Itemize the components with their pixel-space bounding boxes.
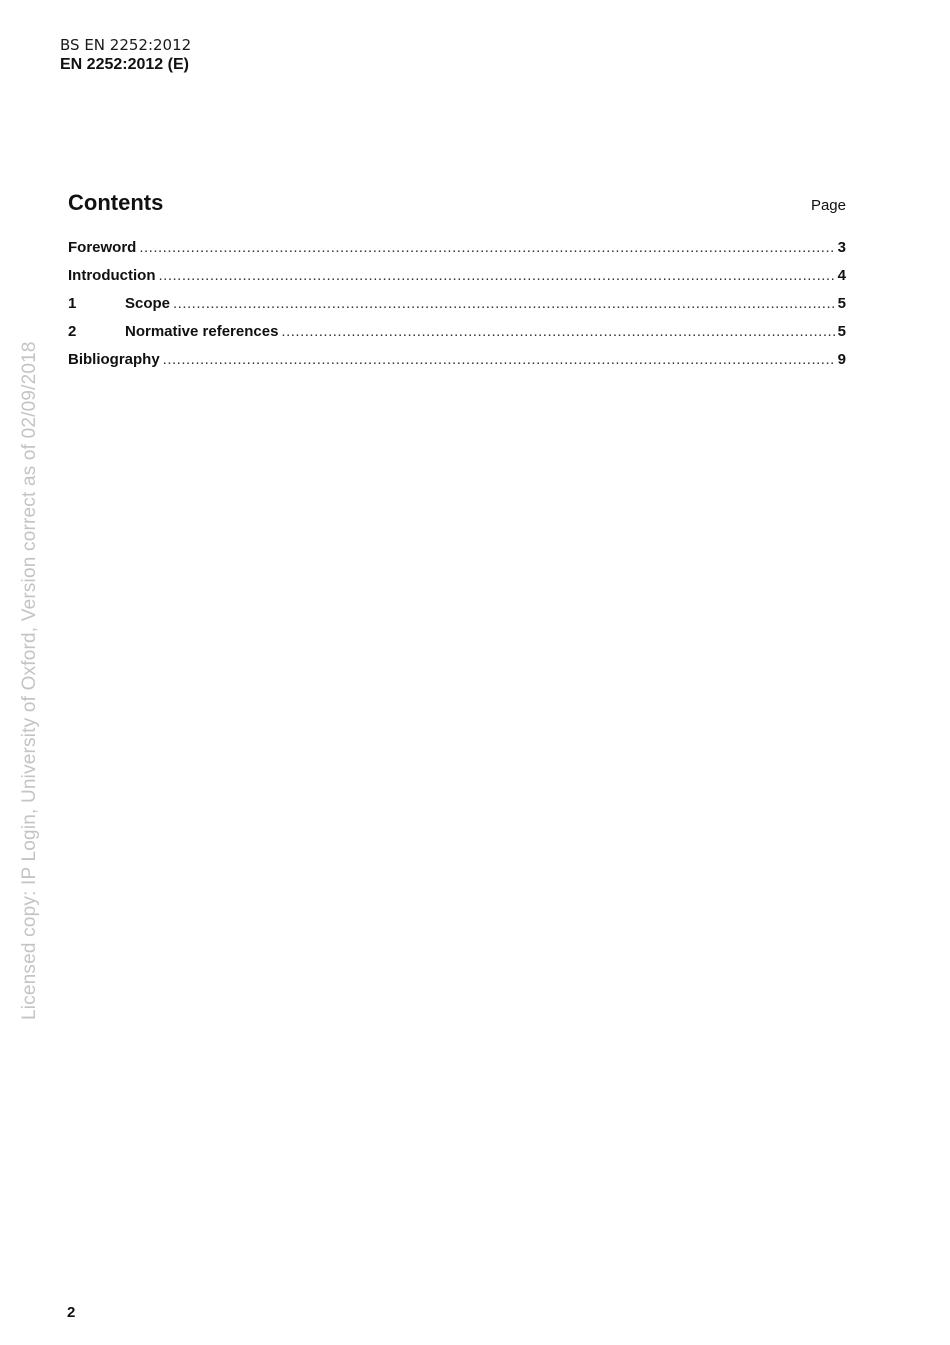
toc-dot-leader [163,351,836,368]
toc-entry-label: Introduction [68,267,156,284]
footer-page-number: 2 [67,1304,76,1321]
contents-title: Contents [68,190,164,215]
toc-entry-page: 9 [837,351,846,368]
toc-entry-label: Scope [125,295,171,312]
document-header [60,36,191,74]
toc-entry-page: 5 [837,295,846,312]
toc-entry-page: 5 [837,323,846,340]
toc-dot-leader [281,323,835,340]
toc-entry-number: 1 [68,295,77,312]
toc-dot-leader [139,239,835,256]
toc-entry-foreword[interactable] [68,239,846,267]
toc-entry-normative-references[interactable] [68,323,846,351]
toc-dot-leader [158,267,835,284]
en-standard-reference: EN 2252:2012 (E) [60,56,189,73]
table-of-contents [68,239,846,379]
toc-entry-scope[interactable] [68,295,846,323]
toc-entry-introduction[interactable] [68,267,846,295]
bs-standard-reference: BS EN 2252:2012 [60,36,192,54]
license-watermark: Licensed copy: IP Login, University of Oxford, Version correct as of 02/09/2018 [19,341,40,1020]
toc-entry-number: 2 [68,323,77,340]
toc-entry-label: Bibliography [68,351,160,368]
toc-entry-bibliography[interactable] [68,351,846,379]
page-column-label: Page [810,197,846,214]
toc-entry-page: 3 [837,239,846,256]
toc-entry-label: Foreword [68,239,137,256]
toc-entry-label: Normative references [125,323,279,340]
toc-dot-leader [173,295,836,312]
toc-entry-page: 4 [837,267,846,284]
